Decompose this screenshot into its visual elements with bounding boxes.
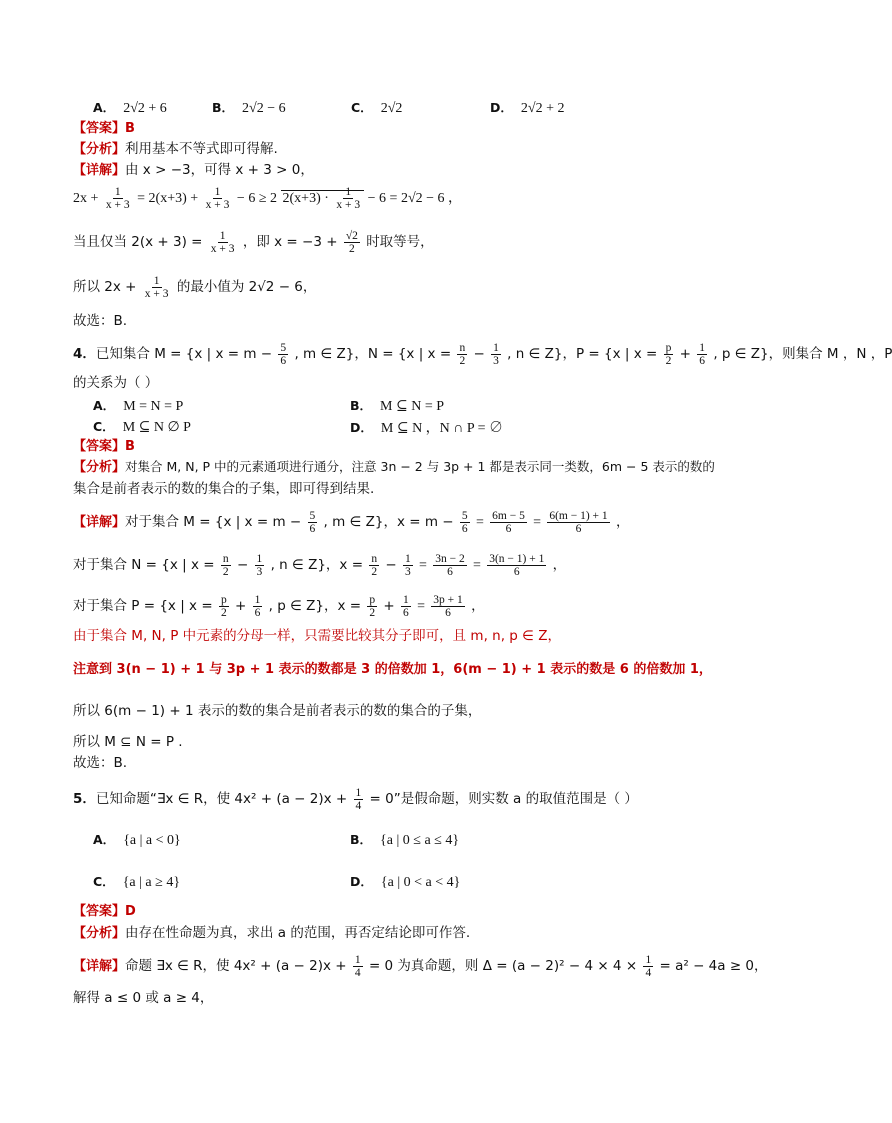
option-value: 2√2 − 6 bbox=[242, 101, 286, 116]
fraction bbox=[344, 230, 360, 255]
fraction bbox=[353, 954, 363, 979]
expr: + bbox=[679, 346, 691, 363]
expr: 时取等号， bbox=[366, 234, 434, 251]
q5-option-b[interactable] bbox=[350, 830, 459, 849]
detail-tag: 【详解】 bbox=[73, 163, 126, 178]
fraction bbox=[219, 594, 229, 619]
fraction bbox=[431, 594, 465, 619]
numerator: 3n − 2 bbox=[435, 553, 465, 565]
expr: 当且仅当 2(x + 3) = bbox=[73, 234, 203, 251]
numerator: 6m − 5 bbox=[492, 510, 525, 522]
fraction bbox=[334, 186, 362, 211]
option-label: C． bbox=[93, 419, 115, 434]
denominator: 2 bbox=[220, 607, 227, 620]
q3-inequality bbox=[73, 186, 462, 211]
expr: , m ∈ Z}，x = m − bbox=[323, 514, 454, 531]
option-value: 2√2 + 6 bbox=[123, 101, 167, 116]
numerator: 1 bbox=[219, 230, 226, 242]
option-label: C． bbox=[93, 874, 115, 889]
numerator: 1 bbox=[403, 594, 409, 606]
fraction bbox=[433, 553, 467, 578]
fraction bbox=[204, 186, 232, 211]
expr: − bbox=[385, 557, 397, 574]
q4-option-a[interactable] bbox=[93, 396, 183, 415]
fraction bbox=[354, 787, 364, 812]
expr: = 0”是假命题，则实数 a 的取值范围是（ ） bbox=[369, 791, 638, 808]
q4-detail-n bbox=[73, 553, 566, 578]
fraction bbox=[697, 342, 707, 367]
fraction bbox=[490, 510, 527, 535]
expr: 2x + bbox=[73, 190, 99, 206]
expr: 已知集合 M = {x | x = m − bbox=[95, 346, 273, 363]
option-label: D． bbox=[490, 100, 513, 115]
q5-option-a[interactable] bbox=[93, 830, 181, 849]
option-label: D． bbox=[350, 420, 373, 435]
fraction bbox=[664, 342, 674, 367]
expr: = bbox=[475, 515, 484, 531]
denominator: 6 bbox=[280, 355, 287, 368]
fraction bbox=[491, 342, 501, 367]
q5-stem bbox=[73, 787, 638, 812]
fraction bbox=[403, 553, 413, 578]
q3-option-a[interactable] bbox=[93, 98, 167, 117]
q3-option-b[interactable] bbox=[212, 98, 286, 117]
expr: ， bbox=[471, 598, 485, 615]
fraction bbox=[457, 342, 467, 367]
q5-detail bbox=[73, 954, 768, 979]
numerator: 1 bbox=[354, 954, 361, 966]
option-label: B． bbox=[350, 398, 373, 413]
q5-answer bbox=[73, 903, 136, 920]
expr: = bbox=[473, 558, 481, 574]
expr: = 0 为真命题，则 Δ = (a − 2)² − 4 × 4 × bbox=[368, 958, 638, 975]
denominator: 3 bbox=[404, 566, 411, 579]
expr: , n ∈ Z}，P = {x | x = bbox=[507, 346, 658, 363]
analysis-tag: 【分析】 bbox=[73, 460, 126, 475]
q3-option-d[interactable] bbox=[490, 98, 564, 117]
denominator: 6 bbox=[513, 566, 520, 579]
denominator: x + 3 bbox=[144, 288, 169, 301]
numerator: 1 bbox=[254, 594, 261, 606]
expr: 所以 2x + bbox=[73, 279, 137, 296]
answer-value: B bbox=[125, 121, 135, 136]
numerator: 6(m − 1) + 1 bbox=[549, 510, 608, 522]
expr: − 6 ≥ 2 bbox=[236, 190, 278, 206]
expr: = a² − 4a ≥ 0， bbox=[659, 958, 768, 975]
denominator: 6 bbox=[505, 523, 512, 536]
answer-tag: 【答案】 bbox=[73, 439, 126, 454]
q4-detail-p bbox=[73, 594, 485, 619]
q3-equality-condition bbox=[73, 230, 434, 255]
numerator: n bbox=[371, 553, 378, 565]
q4-detail-note: 注意到 3(n − 1) + 1 与 3p + 1 表示的数都是 3 的倍数加 1，6(m − 1) + 1 表示的数是 6 的倍数加 1， bbox=[73, 662, 712, 677]
numerator: 1 bbox=[645, 954, 652, 966]
expr: 对于集合 N = {x | x = bbox=[73, 557, 215, 574]
numerator: p bbox=[369, 594, 376, 606]
denominator: 6 bbox=[309, 523, 316, 536]
denominator: 6 bbox=[403, 607, 409, 620]
option-value: {a | 0 ≤ a ≤ 4} bbox=[380, 833, 460, 848]
q3-option-c[interactable] bbox=[351, 98, 402, 117]
expr: , p ∈ Z}，则集合 M ，N ，P bbox=[713, 346, 892, 363]
detail-tag: 【详解】 bbox=[73, 515, 126, 531]
question-number: 5． bbox=[73, 791, 96, 808]
option-label: A． bbox=[93, 832, 116, 847]
numerator: 3p + 1 bbox=[433, 594, 463, 606]
fraction bbox=[643, 954, 653, 979]
expr: , p ∈ Z}，x = bbox=[268, 598, 362, 615]
option-label: B． bbox=[350, 832, 373, 847]
denominator: x + 3 bbox=[105, 199, 130, 212]
denominator: x + 3 bbox=[210, 243, 235, 256]
q4-stem-line-2: 的关系为（ ） bbox=[73, 375, 159, 391]
denominator: 6 bbox=[575, 523, 582, 536]
denominator: 4 bbox=[355, 800, 362, 813]
answer-tag: 【答案】 bbox=[73, 904, 126, 919]
option-label: A． bbox=[93, 100, 116, 115]
numerator: 5 bbox=[461, 510, 468, 522]
q5-analysis bbox=[73, 925, 470, 942]
fraction bbox=[278, 342, 288, 367]
fraction bbox=[547, 510, 609, 535]
q5-option-d[interactable] bbox=[350, 872, 460, 891]
denominator: 4 bbox=[354, 967, 361, 980]
numerator: n bbox=[222, 553, 229, 565]
numerator: 1 bbox=[345, 186, 352, 198]
q5-option-c[interactable] bbox=[93, 872, 180, 891]
numerator: 1 bbox=[493, 342, 499, 354]
analysis-tag: 【分析】 bbox=[73, 142, 126, 157]
q4-detail-subset: 所以 6(m − 1) + 1 表示的数的集合是前者表示的数的集合的子集， bbox=[73, 703, 482, 719]
sqrt-radicand bbox=[281, 186, 365, 212]
denominator: 3 bbox=[493, 355, 499, 368]
expr: , n ∈ Z}，x = bbox=[270, 557, 364, 574]
option-value: M ⊆ N ，N ∩ P = ∅ bbox=[380, 421, 504, 436]
expr: 命题 ∃x ∈ R，使 4x² + (a − 2)x + bbox=[125, 958, 347, 975]
option-value: M = N = P bbox=[123, 399, 184, 414]
option-label: C． bbox=[351, 100, 373, 115]
detail-text: 由 x > −3，可得 x + 3 > 0， bbox=[125, 162, 314, 178]
expr: 对于集合 M = {x | x = m − bbox=[125, 514, 302, 531]
expr: ， bbox=[615, 514, 630, 531]
expr: = bbox=[417, 599, 425, 615]
numerator: 1 bbox=[404, 553, 411, 565]
expr: ，即 x = −3 + bbox=[242, 234, 338, 251]
denominator: 2 bbox=[222, 566, 229, 579]
option-label: D． bbox=[350, 874, 373, 889]
numerator: 1 bbox=[256, 553, 263, 565]
expr: − 6 = 2√2 − 6 ， bbox=[367, 190, 463, 206]
expr: ， bbox=[552, 557, 567, 574]
analysis-tag: 【分析】 bbox=[73, 926, 126, 941]
answer-value: B bbox=[125, 439, 135, 454]
numerator: 1 bbox=[153, 275, 160, 287]
option-value: 2√2 + 2 bbox=[520, 101, 565, 116]
q3-detail-line-1 bbox=[73, 162, 314, 179]
denominator: 6 bbox=[699, 355, 706, 368]
detail-tag: 【详解】 bbox=[73, 959, 126, 975]
q4-stem bbox=[73, 342, 892, 367]
option-value: M ⊆ N = P bbox=[380, 399, 445, 414]
q4-answer bbox=[73, 438, 135, 455]
expr: , m ∈ Z}，N = {x | x = bbox=[294, 346, 452, 363]
fraction bbox=[369, 553, 379, 578]
fraction bbox=[104, 186, 132, 211]
numerator: 1 bbox=[114, 186, 121, 198]
q4-option-c[interactable] bbox=[93, 417, 191, 436]
q3-minimum bbox=[73, 275, 316, 300]
denominator: 2 bbox=[371, 566, 378, 579]
numerator: √2 bbox=[345, 230, 358, 242]
q4-analysis-line-1 bbox=[73, 459, 715, 476]
denominator: x + 3 bbox=[205, 199, 230, 212]
option-value: {a | a < 0} bbox=[123, 833, 181, 848]
expr: 2(x+3) · bbox=[282, 190, 329, 206]
fraction bbox=[255, 553, 265, 578]
denominator: x + 3 bbox=[336, 199, 361, 212]
numerator: p bbox=[665, 342, 672, 354]
fraction bbox=[221, 553, 231, 578]
expr: = bbox=[533, 515, 542, 531]
numerator: p bbox=[220, 594, 227, 606]
option-label: B． bbox=[212, 100, 235, 115]
numerator: 3(n − 1) + 1 bbox=[489, 553, 545, 565]
q4-option-b[interactable] bbox=[350, 396, 444, 415]
expr: 已知命题“∃x ∈ R，使 4x² + (a − 2)x + bbox=[95, 791, 348, 808]
expr: − bbox=[236, 557, 249, 574]
fraction bbox=[487, 553, 546, 578]
q5-detail-line-2: 解得 a ≤ 0 或 a ≥ 4， bbox=[73, 990, 214, 1006]
expr: + bbox=[383, 598, 395, 615]
q4-detail-same-denominator: 由于集合 M, N, P 中元素的分母一样，只需要比较其分子即可，且 m, n, p ∈ Z， bbox=[73, 628, 561, 644]
fraction bbox=[308, 510, 318, 535]
answer-value: D bbox=[125, 904, 136, 919]
denominator: 2 bbox=[348, 243, 355, 256]
numerator: 1 bbox=[214, 186, 221, 198]
q4-conclusion: 故选：B. bbox=[73, 755, 128, 771]
denominator: 6 bbox=[445, 607, 451, 620]
option-value: {a | 0 < a < 4} bbox=[380, 875, 461, 890]
q3-answer bbox=[73, 120, 135, 137]
denominator: 6 bbox=[254, 607, 261, 620]
denominator: 6 bbox=[461, 523, 468, 536]
denominator: 4 bbox=[645, 967, 652, 980]
q4-option-d[interactable] bbox=[350, 417, 503, 437]
fraction bbox=[401, 594, 411, 619]
analysis-text: 由存在性命题为真，求出 a 的范围，再否定结论即可作答. bbox=[125, 925, 471, 941]
expr: 的最小值为 2√2 − 6， bbox=[176, 279, 317, 296]
numerator: n bbox=[459, 342, 466, 354]
option-label: A． bbox=[93, 398, 116, 413]
q4-analysis-line-2: 集合是前者表示的数的集合的子集，即可得到结果. bbox=[73, 481, 375, 497]
option-value: M ⊆ N ∅ P bbox=[122, 420, 191, 435]
fraction bbox=[460, 510, 470, 535]
q3-analysis bbox=[73, 141, 278, 158]
denominator: 6 bbox=[447, 566, 453, 579]
denominator: 2 bbox=[369, 607, 376, 620]
numerator: 1 bbox=[355, 787, 362, 799]
option-value: 2√2 bbox=[380, 101, 403, 116]
expr: − bbox=[473, 346, 485, 363]
numerator: 1 bbox=[699, 342, 706, 354]
denominator: 2 bbox=[665, 355, 672, 368]
denominator: 3 bbox=[256, 566, 263, 579]
q4-detail-result: 所以 M ⊆ N = P . bbox=[73, 734, 183, 750]
q3-conclusion: 故选：B. bbox=[73, 313, 128, 329]
expr: 对于集合 P = {x | x = bbox=[73, 598, 213, 615]
expr: = 2(x+3) + bbox=[137, 190, 199, 206]
denominator: 2 bbox=[459, 355, 466, 368]
q4-detail-m bbox=[73, 510, 629, 535]
numerator: 5 bbox=[309, 510, 316, 522]
analysis-text: 对集合 M, N, P 中的元素通项进行通分，注意 3n − 2 与 3p + 1 都是表示同一类数，6m − 5 表示的数的 bbox=[125, 459, 715, 474]
fraction bbox=[253, 594, 263, 619]
fraction bbox=[367, 594, 377, 619]
answer-tag: 【答案】 bbox=[73, 121, 126, 136]
option-value: {a | a ≥ 4} bbox=[122, 875, 181, 890]
question-number: 4． bbox=[73, 346, 96, 363]
numerator: 5 bbox=[280, 342, 287, 354]
expr: = bbox=[419, 558, 427, 574]
fraction bbox=[143, 275, 171, 300]
fraction bbox=[209, 230, 237, 255]
expr: + bbox=[234, 598, 247, 615]
analysis-text: 利用基本不等式即可得解. bbox=[125, 141, 278, 157]
